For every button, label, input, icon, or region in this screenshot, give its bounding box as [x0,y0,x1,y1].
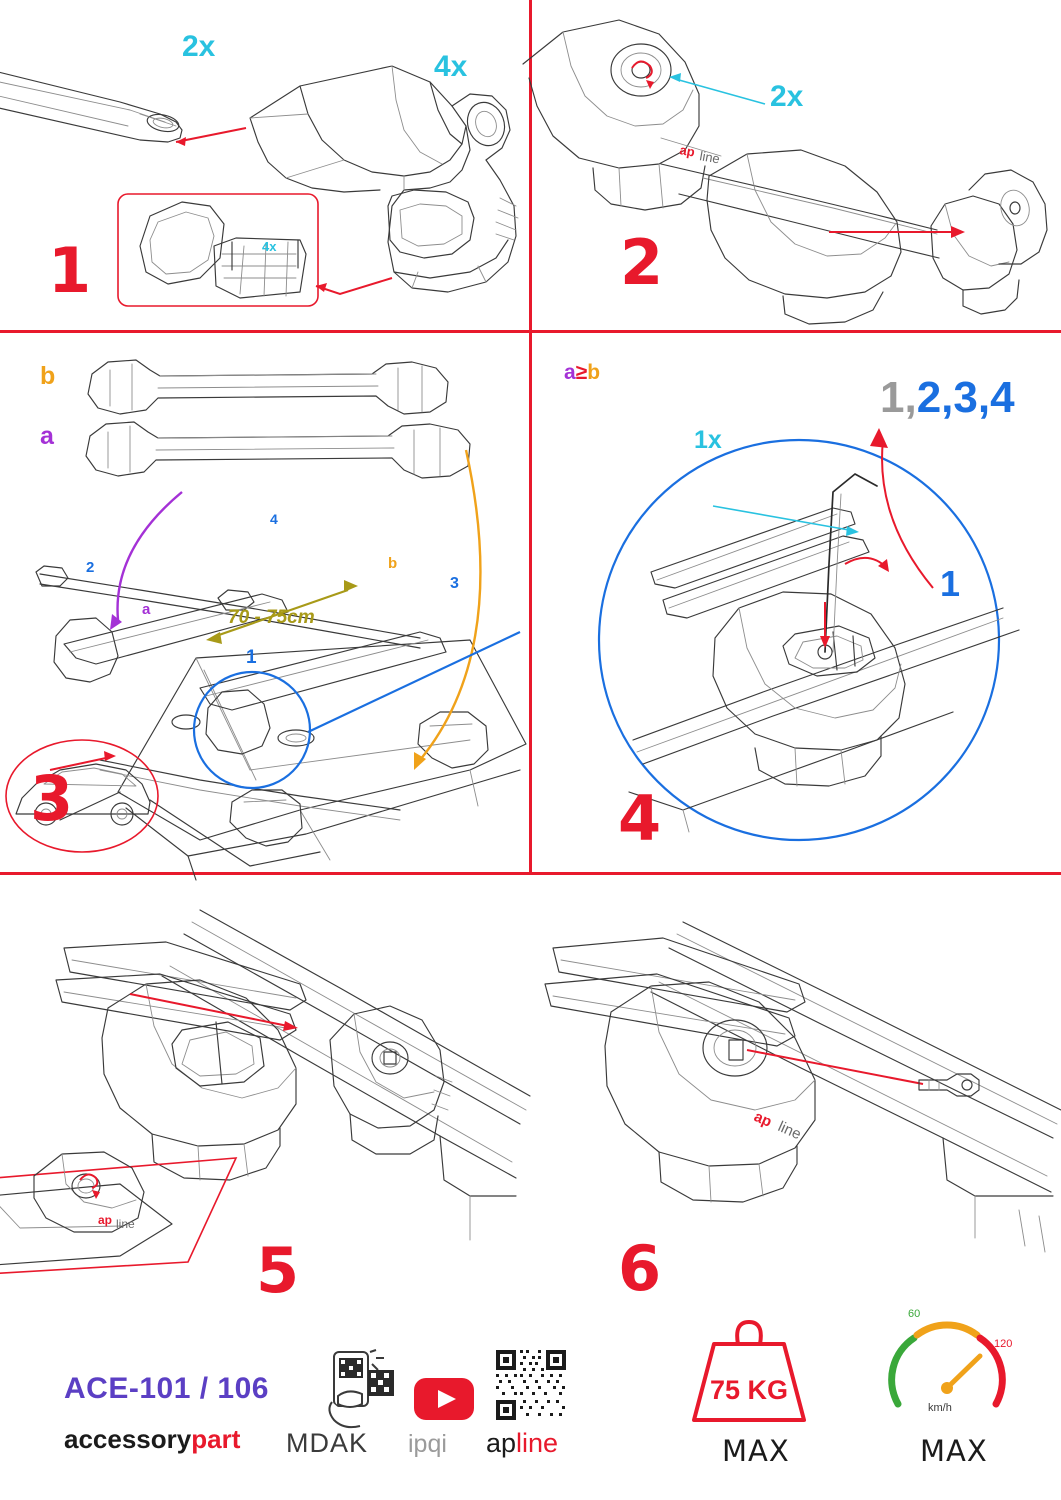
step3-position-3: 3 [450,575,459,592]
step4-number: 4 [618,782,661,855]
condition-a: a [564,361,576,384]
svg-text:ap: ap [678,142,697,160]
condition-op: ≥ [575,361,588,384]
step3-distance: 70 - 75cm [228,607,315,628]
youtube-icon[interactable] [414,1378,474,1420]
max-load-caption: MAX [722,1434,790,1468]
step3-position-2: 2 [86,559,95,576]
step3-number: 3 [30,762,73,835]
speed-max-label: 120 [994,1338,1013,1350]
brand-apline-dark: ap [486,1428,517,1458]
step1-qty-4x: 4x [434,50,468,83]
step3-label-b2: b [388,555,398,572]
condition-b: b [587,361,601,384]
speed-min-label: 60 [908,1308,921,1320]
brand-accessory-red: part [191,1424,241,1454]
step4-turn-count: 1 [940,563,961,604]
max-load-icon [686,1318,812,1426]
divider-row2 [0,872,1061,875]
step3-label-a2: a [142,601,151,618]
brand-accessorypart [64,1424,240,1455]
step4-torque-qty: 1x [694,426,722,454]
step1-number: 1 [48,234,91,307]
svg-text:line: line [116,1217,135,1231]
svg-text:ap: ap [98,1213,113,1227]
step4-condition [564,362,600,383]
step3-label-b: b [40,362,56,390]
step5-number: 5 [256,1234,299,1307]
step1-qty-2x: 2x [182,30,216,63]
qr-code [494,1348,568,1422]
brand-apline-red: line [516,1428,559,1458]
step1-inset-qty-4x: 4x [262,239,277,254]
svg-text:line: line [775,1118,804,1144]
step2-illustration [533,8,1061,330]
step3-illustration [0,340,530,870]
step6-number: 6 [618,1232,661,1305]
step3-label-a: a [40,422,54,450]
step4-sequence [880,373,1015,422]
sequence-rest: 2,3,4 [916,373,1015,422]
step2-number: 2 [620,226,663,299]
step3-position-1: 1 [246,647,257,668]
step3-position-4: 4 [270,511,278,527]
brand-apline [486,1428,558,1459]
svg-text:line: line [698,148,722,167]
step6-illustration [533,880,1061,1280]
sequence-first: 1, [880,373,917,422]
svg-text:ap: ap [751,1108,775,1131]
speed-unit-label: km/h [928,1402,952,1414]
model-code: ACE-101 / 106 [64,1372,269,1405]
max-load-value: 75 KG [710,1375,789,1405]
max-speed-caption: MAX [920,1434,988,1468]
scan-qr-icon [318,1350,396,1430]
brand-accessory-dark: accessory [64,1424,192,1454]
step2-qty-2x: 2x [770,80,804,113]
brand-ipqi: ipqi [408,1430,447,1458]
brand-mdak: MDAK [286,1428,369,1458]
